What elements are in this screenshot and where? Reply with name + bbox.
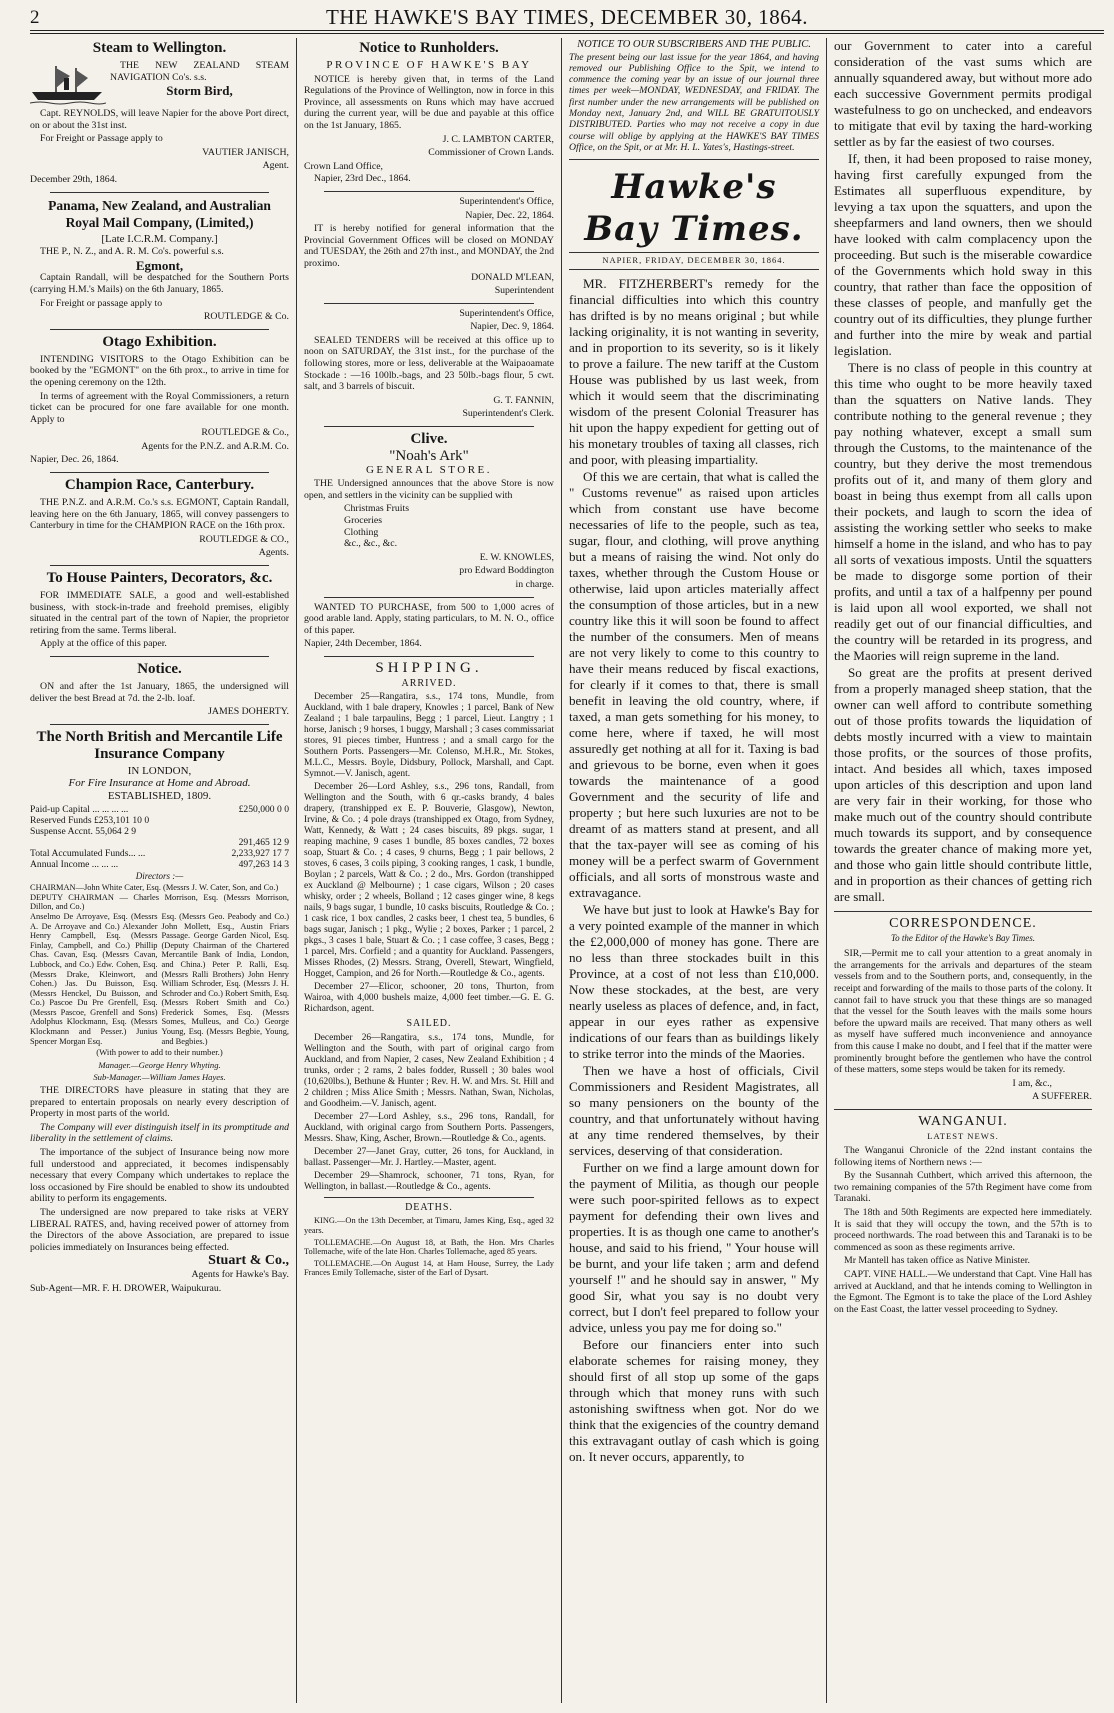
ad-sign: DONALD M'LEAN,: [471, 271, 554, 283]
ad-runholders: [304, 40, 554, 185]
directors-left: Anselmo De Arroyave, Esq. (Messrs A. De Arroyave and Co.) Alexander Henry Campbell, Esq. (Messrs Finlay, Campbell, and Co.) Phillip Chas. Cavan, Esq. (Messrs Cavan, Lubbock, and Co.) Edw. Cohen, Esq. (Messrs Drake, Kleinwort, and Cohen.) Jas. Du Buisson, Esq. (Messrs Henckel, Du Buisson, and Co.) Pascoe Du Pre Grenfell, Esq. (Messrs Pascoe, Grenfell and Sons) Adolphus Klockmann, Esq. (Messrs Klockmann and Pesser.) Junius Spencer Morgan Esq.: [30, 911, 158, 1046]
sub-manager: Sub-Manager.—William James Hayes.: [93, 1072, 226, 1083]
directors-right: Esq. (Messrs Geo. Peabody and Co.) John Mollett, Esq., Austin Friars Passage. George Garden Nicol, Esq. (Deputy Chairman of the Chartered Mercantile Bank of India, London, and China.) Peter P. Ralli, Esq. (Messrs Ralli Brothers) John Henry William Schroder, Esq. (Messrs J. H. Schroder and Co.) Robert Smith, Esq. (Messrs Robert Smith and Co.) Frederick Somes, Esq. (Messrs Somes, Mulleus, and Co.) George Young, Esq. (Messrs Begbie, Young, and Begbies.): [161, 911, 289, 1046]
ad-subagent: Sub-Agent—MR. F. H. DROWER, Waipukurau.: [30, 1282, 222, 1294]
row-value: [205, 826, 289, 837]
ad-agent: ROUTLEDGE & Co.,: [201, 427, 289, 439]
ad-house-painters: [30, 570, 289, 650]
shipping-entry: December 29—Shamrock, schooner, 71 tons, Ryan, for Wellington, in ballast.—Routledge & Co., agents.: [304, 1170, 554, 1192]
divider: [50, 329, 269, 330]
column-1: [30, 38, 296, 1703]
section-title: WANGANUI.: [918, 1113, 1008, 1129]
ad-title: Otago Exhibition.: [102, 333, 217, 350]
ad-kind: For Fire Insurance at Home and Abroad.: [68, 777, 251, 790]
ad-body-text: SEALED TENDERS will be received at this office up to noon on SATURDAY, the 31st inst., for the purchase of the following stores, more or less, deliverable at the Waipaoamate Stockade : —16 100lb.-bags, and 23 50lb.-bags flour, 5 cwt. salt, and 3 barrels of biscuit.: [304, 334, 554, 393]
row-value: £250,000 0 0: [238, 803, 289, 815]
row-value: [205, 815, 289, 826]
editorial-paragraph: Before our financiers enter into such elaborate schemes for raising money, they should first of all stop up some of the gaps through which that money runs with such astonishing swiftness when got. Nor do we think that the exigencies of the country demand this extravagant outlay of cash which is going on. It never occurs, apparently, to: [569, 1336, 819, 1464]
ad-champion-race: [30, 477, 289, 559]
ad-body-text: THE DIRECTORS have pleasure in stating that they are prepared to entertain proposals on nearly every description of Property in most parts of the world.: [30, 1085, 289, 1120]
shipping-entry: December 26—Rangatira, s.s., 174 tons, Mundle, for Wellington and the South, with part of original cargo from Auckland, and from Napier, 2 cases, New Zealand Exhibition ; 4 trunks, order ; 2 rams, 2 bales fodder, Russell ; 30 bales wool (10,620lbs.), Bethune & Hunter ; Rev. H. W. and Mrs. St. Hill and 2 children ; Miss Alice Smith ; Messrs. Nathan, Swan, Nicholas, and Goodheim.—V. Janisch, agent.: [304, 1032, 554, 1109]
ad-bread-notice: [30, 661, 289, 718]
directors-heading: Directors :—: [135, 870, 184, 881]
correspondence-section: [834, 918, 1092, 1103]
ad-date: Napier, Dec. 22, 1864.: [465, 209, 554, 221]
list-item: &c., &c., &c.: [344, 538, 398, 550]
ad-body-text-4: The undersigned are now prepared to take risks at VERY LIBERAL RATES, and, having received power of attorney from the Directors of the above Association, are prepared to issue policies immediately on Insurances being effected.: [30, 1206, 289, 1253]
ad-date: Napier, 23rd Dec., 1864.: [314, 173, 411, 185]
ad-established: ESTABLISHED, 1809.: [107, 789, 212, 802]
ad-otago: [30, 334, 289, 466]
steamship-icon: [30, 62, 106, 106]
ad-title: To House Painters, Decorators, &c.: [46, 570, 273, 587]
ad-freight: For Freight or Passage apply to: [40, 133, 163, 145]
table-row: [30, 859, 289, 870]
news-paragraph: By the Susannah Cuthbert, which arrived this afternoon, the two remaining companies of the 57th Regiment have come from Taranaki.: [834, 1170, 1092, 1205]
divider: [50, 656, 269, 657]
ad-sign-role: Commissioner of Crown Lands.: [428, 147, 554, 159]
chairman: CHAIRMAN—John White Cater, Esq. (Messrs J. W. Cater, Son, and Co.): [30, 883, 279, 893]
ad-sign: E. W. KNOWLES,: [479, 551, 554, 563]
news-paragraph: Mr Mantell has taken office as Native Minister.: [844, 1255, 1030, 1267]
directors-list: [30, 912, 289, 1046]
row-label: [30, 837, 205, 848]
ad-superintendent-holiday: [304, 196, 554, 297]
ad-intro: THE NEW ZEALAND STEAM NAVIGATION Co's. s.s.: [110, 60, 289, 83]
table-row: [30, 837, 289, 848]
manager: Manager.—George Henry Whyting.: [98, 1059, 221, 1070]
column-4: [827, 38, 1092, 1703]
editorial: [569, 276, 819, 1465]
ad-body-text: ON and after the 1st January, 1865, the undersigned will deliver the best Bread at 7d. the 2-lb. loaf.: [30, 681, 289, 704]
ad-date: Napier, 24th December, 1864.: [304, 638, 422, 650]
nameplate: Hawke's Bay Times.: [584, 167, 804, 250]
divider: [569, 159, 819, 160]
ad-agent-role: Agent.: [262, 160, 289, 172]
shipping-entry: December 27—Lord Ashley, s.s., 296 tons, Randall, for Auckland, with original cargo from Southern Ports. Passengers, Messrs. Shaw, King, Ascher, Brown.—Routledge & Co., agents.: [304, 1111, 554, 1144]
news-paragraph: The 18th and 50th Regiments are expected here immediately. It is said that they will occupy the town, and the 57th is to proceed northwards. The road between this and Taranaki is to be commenced as soon as these regiments arrive.: [834, 1207, 1092, 1253]
latest-news-heading: LATEST NEWS.: [927, 1130, 999, 1141]
shipping-entry: December 27—Elicor, schooner, 20 tons, Thurton, from Wairoa, with 4,000 bushels maize, 4,000 feet timber.—G. E. G. Richardson, agent.: [304, 982, 554, 1015]
ad-body-text: WANTED TO PURCHASE, from 500 to 1,000 acres of good arable land. Apply, stating particulars, to M. N. O., office of this paper.: [304, 601, 554, 636]
store-type: GENERAL STORE.: [365, 463, 493, 476]
ad-sign-role: pro Edward Boddington: [459, 565, 554, 577]
goods-list: [304, 503, 554, 549]
ad-body-text: INTENDING VISITORS to the Otago Exhibition can be booked by the "EGMONT" on the 6th prox., to arrive in time for the opening ceremony on the 12th.: [30, 353, 289, 388]
ship-name: Egmont,: [135, 257, 184, 273]
ad-sign: G. T. FANNIN,: [493, 394, 554, 406]
shipping-section: [304, 659, 554, 1278]
ad-title: Panama, New Zealand, and Australian Royal Mail Company, (Limited,): [48, 197, 271, 230]
ad-agent: Stuart & Co.,: [208, 1253, 289, 1269]
divider: [324, 191, 534, 192]
column-2: [297, 38, 561, 1703]
editorial-paragraph: If, then, it had been proposed to raise money, having first carefully expunged from the Estimates all superfluous expenditure, by levying a tax upon the squatters, and upon the sheepfarmers and land owners, then we should have looked with calm complacency upon the proceeding. But such is the miserable cowardice of the Governments which hold sway in this country, that rather than face the opposition of these classes of people, and manfully get the country out of its difficulties, they plunge further and further into the mire by weak and partial legislation.: [834, 151, 1092, 358]
shipping-entry: December 25—Rangatira, s.s., 174 tons, Mundle, from Auckland, with 1 bale drapery, Knowles ; 1 parcel, Bank of New Zealand ; 1 bale tarpaulins, Begg ; 1 parcel, Lieut. Langtry ; 1 horse, Janisch ; 9 horses, 1 buggy, Marshall ; 3 cases commissariat stores, 91 pieces timber, Huntress ; and a small cargo for the Southern Ports. Passengers—Mr. Colenso, M.H.R., Mr. Stokes, M.L.C., Messrs. Boyle, Didsbury, Pollock, Marshall, and Capt. Symnot.—V. Janisch, agent.: [304, 692, 554, 780]
divider: [324, 426, 534, 427]
list-item: Groceries: [344, 515, 383, 526]
row-label: Annual Income ... ... ...: [30, 858, 119, 870]
ad-sign-role-2: in charge.: [515, 578, 554, 590]
ad-sign: J. C. LAMBTON CARTER,: [442, 133, 554, 145]
ad-title: Champion Race, Canterbury.: [64, 477, 255, 494]
columns: [30, 38, 1104, 1703]
ad-insurance: [30, 729, 289, 1294]
divider: [324, 303, 534, 304]
divider: [324, 656, 534, 657]
ad-title: Notice to Runholders.: [359, 40, 499, 56]
row-value: 497,263 14 3: [238, 858, 289, 870]
ad-province: PROVINCE OF HAWKE'S BAY: [326, 59, 532, 71]
ad-agent-role: Agents for Hawke's Bay.: [191, 1268, 289, 1280]
ad-panama: [30, 197, 289, 323]
ad-title: The North British and Mercantile Life Insurance Company: [36, 728, 283, 762]
wanganui-section: [834, 1113, 1092, 1316]
ad-body-text: NOTICE is hereby given that, in terms of the Land Regulations of the Province of Wellington, now in force in this Province, all assessments on Runs which may have accrued during the current year, will be due and payable at this office on the 1st January, 1865.: [304, 73, 554, 131]
deputy-chairman: DEPUTY CHAIRMAN — Charles Morrison, Esq. (Messrs Morrison, Dillon, and Co.): [30, 892, 289, 912]
notice-title: NOTICE TO OUR SUBSCRIBERS AND THE PUBLIC.: [577, 39, 811, 50]
divider: [834, 1109, 1092, 1110]
column-3: [562, 38, 826, 1703]
ad-city: IN LONDON,: [127, 764, 192, 777]
directors-power: (With power to add to their number.): [96, 1047, 223, 1058]
table-row: [30, 804, 289, 815]
editorial-paragraph: So great are the profits at present derived from a properly managed sheep station, that the owner can well afford to contribute something out of those profits towards the liquidation of debts mostly incurred with a view to maintain those profits, or the sources of those profits, intact. And besides all which, taxes imposed upon articles of this description and upon land are very fair in their working, for those who make much out of the country should contribute much towards its support, and by consequence towards the greater chance of making more yet, and those who gain little should contribute little, and in proportion as their chances of getting rich are small.: [834, 665, 1092, 904]
ad-title: Clive.: [410, 431, 448, 448]
ad-title: Notice.: [137, 661, 182, 677]
ad-body-text: Captain Randall, will be despatched for the Southern Ports (carrying H.M.'s Mails) on the 6th January, 1865.: [30, 272, 289, 295]
letter-addressee: To the Editor of the Hawke's Bay Times.: [890, 932, 1036, 943]
ad-agent: VAUTIER JANISCH,: [202, 146, 289, 158]
arrived-heading: ARRIVED.: [401, 677, 457, 689]
store-name: "Noah's Ark": [389, 448, 469, 465]
ad-sign-role: Superintendent: [494, 285, 554, 297]
news-paragraph: The Wanganui Chronicle of the 22nd instant contains the following items of Northern news :—: [834, 1145, 1092, 1168]
divider: [324, 597, 534, 598]
row-value: 291,465 12 9: [238, 836, 289, 848]
ad-wanted: [304, 602, 554, 650]
sailed-heading: SAILED.: [406, 1018, 452, 1030]
shipping-entry: December 27—Janet Gray, cutter, 26 tons, for Auckland, in ballast. Passenger—Mr. J. Hartley.—Master, agent.: [304, 1146, 554, 1168]
divider: [50, 472, 269, 473]
death-notice: TOLLEMACHE.—On August 14, at Ham House, Surrey, the Lady Frances Emily Tollemache, sister of the Earl of Dysart.: [304, 1258, 554, 1278]
ad-body-text-2: The Company will ever distinguish itself in its promptitude and liberality in the settlement of claims.: [30, 1121, 289, 1145]
ad-body-text: Capt. REYNOLDS, will leave Napier for the above Port direct, on or about the 31st inst.: [30, 108, 289, 131]
section-title: SHIPPING.: [375, 659, 483, 676]
row-label: Reserved Funds £253,101 10 0: [30, 814, 150, 826]
row-label: Total Accumulated Funds... ...: [30, 847, 146, 859]
ship-name: Storm Bird,: [166, 83, 233, 99]
ad-sealed-tenders: [304, 308, 554, 420]
deaths-heading: DEATHS.: [405, 1201, 453, 1213]
notice-subscribers: [569, 39, 819, 153]
ad-agent: ROUTLEDGE & CO.,: [199, 533, 289, 545]
divider: [324, 1197, 534, 1198]
editorial-continued: [834, 38, 1092, 905]
divider: [834, 911, 1092, 912]
ad-body-text: THE P.N.Z. and A.R.M. Co.'s s.s. EGMONT, Captain Randall, leaving here on the 6th January, 1865, will convey passengers to Canterbury in time for the CHAMPION RACE on the 16th prox.: [30, 497, 289, 532]
editorial-paragraph: Then we have a host of officials, Civil Commissioners and Resident Magistrates, all so many pensioners on the bounty of the country, and that unfortunately without having at any time rendered themselves, by their services, deserving of that consideration.: [569, 1062, 819, 1158]
ad-office: Superintendent's Office,: [459, 195, 554, 207]
ad-agent: ROUTLEDGE & Co.: [203, 311, 289, 323]
ad-body-text: THE Undersigned announces that the above Store is now open, and settlers in the vicinity can be supplied with: [304, 478, 554, 501]
ad-title: Steam to Wellington.: [92, 40, 227, 56]
dateline: NAPIER, FRIDAY, DECEMBER 30, 1864.: [569, 252, 819, 270]
ad-body-text: FOR IMMEDIATE SALE, a good and well-established business, with stock-in-trade and freehold premises, eligibly situated in the central part of the town of Napier, the proprietor retiring from the same. Terms liberal.: [30, 590, 289, 636]
ad-steam-wellington: [30, 40, 289, 186]
ad-date: Napier, Dec. 26, 1864.: [30, 454, 119, 466]
notice-body: The present being our last issue for the year 1864, and having removed our Publishing Office to the Spit, we intend to commence the coming year by an issue of our journal three times per week—MONDAY, WEDNESDAY, and FRIDAY. The first number under the new arrangements will be published on Monday next, January 2nd, and WILL BE GRATUITOUSLY DISTRIBUTED. Parties who may not receive a copy in due course will oblige by applying at the HAWKE'S BAY TIMES Office, on the Spit, or at Mr. H. L. Yates's, Hastings-street.: [569, 51, 819, 153]
header-rule: [30, 30, 1104, 34]
ad-freight: For Freight or passage apply to: [40, 297, 163, 309]
editorial-paragraph: Further on we find a large amount down for the payment of Militia, as though our people were such poor-spirited fellows as to expect payment for defending their own lives and properties. It is as though one came to another's house, and said to his friend, " Your house will be burnt, and your life taken ; arm and defend yourself !" and he should say in answer, " My good Sir, what you say is no doubt very correct, but I don't feel prepared to follow your advice, unless you pay me for doing so.": [569, 1159, 819, 1335]
page-header: [30, 6, 1104, 28]
ad-date: December 29th, 1864.: [30, 173, 118, 185]
divider: [50, 192, 269, 193]
row-label: Paid-up Capital ... ... ... ...: [30, 803, 129, 815]
divider: [50, 565, 269, 566]
editorial-paragraph: There is no class of people in this country at this time who ought to be more heavily taxed than the squatters on Native lands. They contribute nothing to the general revenue ; they pay nothing whatever, except a small sum through the Customs, to the maintenance of the country, but they derive the most tremendous profits out of it, and many of them glory and boast in being thus exempt from all calls upon their pockets, and laugh to scorn the idea of assisting the working settler who seeks to make himself a home in the island, and who has to pay all sorts of vexatious imposts. Until the squatters be made to disgorge some portion of their profits, and until a tax of a halfpenny per pound is laid upon all wool exported, we shall not readily get out of our financial difficulties, and the country will be retarded in its progress, and the Maories will reign supreme in the land.: [834, 360, 1092, 663]
deaths-section: [304, 1202, 554, 1278]
ad-agent-role: Agents for the P.N.Z. and A.R.M. Co.: [141, 440, 289, 452]
divider: [50, 724, 269, 725]
editorial-paragraph: We have but just to look at Hawke's Bay for a very pointed example of the manner in which the £2,000,000 of money has gone. There are no less than three stockades built in this Province, at a cost of not less than £10,000. Now these stockades, at the best, are very nearly useless as places of defence, and, in fact, appear in our eyes rather as expensive indications of our fears than as buildings likely to strike terror into the minds of the Maories.: [569, 901, 819, 1061]
ad-body-text-2: In terms of agreement with the Royal Commissioners, a return ticket can be procured for one fare available for one month. Apply to: [30, 390, 289, 425]
letter-sign: A SUFFERER.: [1032, 1091, 1092, 1103]
row-label: Suspense Accnt. 55,064 2 9: [30, 825, 137, 837]
ad-intro: THE P., N. Z., and A. R. M. Co's. powerful s.s.: [40, 246, 224, 258]
ad-place: Crown Land Office,: [304, 160, 383, 172]
table-row: [30, 826, 289, 837]
ad-body-text-3: The importance of the subject of Insurance being now more full understood and appreciated, it becomes indispensably necessary that every Company which undertakes to replace the loss occasioned by Fire should be enabled to show its undoubted ability to perform its engagements.: [30, 1147, 289, 1205]
editorial-paragraph: our Government to cater into a careful consideration of the vast sums which are annually squandered away, but without more ado each successive Government permits prodigal wastefulness to go on unchecked, and endeavors to mitigate that evil by taxing the hard-working settler as by far the easiest of two courses.: [834, 38, 1092, 149]
ad-clive-store: [304, 431, 554, 591]
ad-date: Napier, Dec. 9, 1864.: [470, 321, 554, 333]
editorial-paragraph: MR. FITZHERBERT's remedy for the financial difficulties into which this country has drifted is by no means original ; but while lacking originality, it is not wanting in severity, and in proportion to its severity, so is it likely to prove a failure. The new tariff at the Custom House was published by us last week, from which it would seem that the discriminating wisdom of the present Colonial Treasurer has hit upon the happy expedient for getting out of his monetary troubles of taxing all classes, rich and poor, with pleasing impartiality.: [569, 275, 819, 467]
list-item: Christmas Fruits: [344, 503, 410, 515]
ad-sign-role: Superintendent's Clerk.: [462, 408, 554, 420]
ad-sign: JAMES DOHERTY.: [208, 706, 289, 718]
death-notice: TOLLEMACHE.—On August 18, at Bath, the Hon. Mrs Charles Tollemache, wife of the late Hon. Charles Tollemache, aged 85 years.: [304, 1237, 554, 1257]
section-title: CORRESPONDENCE.: [889, 916, 1037, 931]
financial-table: [30, 804, 289, 870]
page-number: 2: [30, 7, 40, 28]
ad-apply: Apply at the office of this paper.: [40, 638, 167, 650]
shipping-entry: December 26—Lord Ashley, s.s., 296 tons, Randall, from Wellington and the South, with 6 qr.-casks brandy, 4 bales drapery, (transhipped ex E. P. Bouverie, Glasgow), Newton, Irvine, & Co. ; 4 pole drays (transhipped ex Otago, from Sydney, Watt, Kennedy, & Watt ; 24 cases biscuits, 89 pkgs. sugar, 1 reaping machine, 9 cases 1 bundle, 85 boxes candles, 72 boxes soap, Stuart & Co. ; 4 cases, 9 churns, Begg ; 1 pair bellows, 2 stoves, 6 cases, 3 coils piping, 3 cooking ranges, 1 cask, 1 bundle, Boylan ; 2 parcels, Watt & Co. ; 2 do., Mrs. Gordon (transhipped ex Auckland @ Melbourne) ; 1 case cigars, Wilson ; 20 cases whisky, order ; 2 wheels, Bolland ; 12 cases ginger wine, 8 kegs nails, 9 bags sugar, 1 bundle, 10 casks biscuits, Routledge & Co. ; 1 cask rice, 1 box candles, 2 casks beer, 1 chest tea, 5 bundles, 6 bags sugar, Janisch ; 1 pkg., Wylie ; 2 boxes, Parker ; 1 parcel, 2 pkgs., 3 cases 1 bale, Stuart & Co. ; 1 case coffee, 3 cases, Begg ; 1 parcel, Mrs. Corfield ; and a quantity for Auckland. Passengers, Misses Rhodes, (2) Messrs. Strang, Overell, Stewart, Wingfield, Hogget, Campion, and 26 for North.—Routledge & Co., agents.: [304, 782, 554, 980]
ad-office: Superintendent's Office,: [459, 307, 554, 319]
ad-agent-role: Agents.: [258, 547, 289, 559]
row-value: 2,233,927 17 7: [231, 847, 289, 859]
letter-body: SIR,—Permit me to call your attention to a great anomaly in the arrangements for the arrivals and departures of the steam vessels from and to the Southern ports, and, consequently, in the receipt and forwarding of the mails to those parts of the colony. It cannot fail to have struck you that these things are so managed that the vessel for the South leaves with the mails some hours before the upward mails are received. That many others as well as myself have suffered much inconvenience and annoyance from this cause I make no doubt, and I feel that if the matter were prominently brought before the gentlemen who have the control of these matters, some steps would be taken for its remedy.: [834, 948, 1092, 1076]
news-paragraph: CAPT. VINE HALL.—We understand that Capt. Vine Hall has arrived at Auckland, and that he intends coming to Wellington in the Egmont. The Egmont is to take the place of the Lord Ashley on the East Coast, the latter vessel proceeding to Sydney.: [834, 1269, 1092, 1315]
table-row: [30, 815, 289, 826]
ad-body-text: IT is hereby notified for general information that the Provincial Government Offices will be closed on MONDAY and TUESDAY, the 26th and 27th inst., and MONDAY, the 2nd proximo.: [304, 223, 554, 269]
list-item: Clothing: [344, 526, 379, 538]
letter-close: I am, &c.,: [1012, 1077, 1052, 1089]
table-row: [30, 848, 289, 859]
editorial-paragraph: Of this we are certain, that what is called the " Customs revenue" as raised upon articles which from constant use have become necessaries of life to the people, such as tea, sugar, flour, and clothing, will prove anything but a means of raising the wind. Not only do taxes, whether through the Custom House or otherwise, laid upon articles materially affect the consumption of those articles, but in a new country like this it will soon be found to affect the number of the consumers. Men of means are not very likely to come to this country to have their means reduced by fiscal exactions, for clearly if it comes to that, there is small benefit in leaving the old country, where, if taxed, a man gets something for his money, to come here, where if taxed, he will most assuredly get nothing at all for it. Taxing is bad and grievous to be borne, even when it goes towards the maintenance of a good Government and the security of life and property ; but here such luxuries are not to be dreamt of as matters stand at present, and all that the tax-payer will see as coming of his money will be a perfect swarm of Government officials, and all sorts of monstrous waste and extravagance.: [569, 468, 819, 900]
running-title: THE HAWKE'S BAY TIMES, DECEMBER 30, 1864.: [325, 5, 809, 29]
death-notice: KING.—On the 13th December, at Timaru, James King, Esq., aged 32 years.: [304, 1216, 554, 1235]
ad-late: [Late I.C.R.M. Company.]: [101, 232, 218, 245]
